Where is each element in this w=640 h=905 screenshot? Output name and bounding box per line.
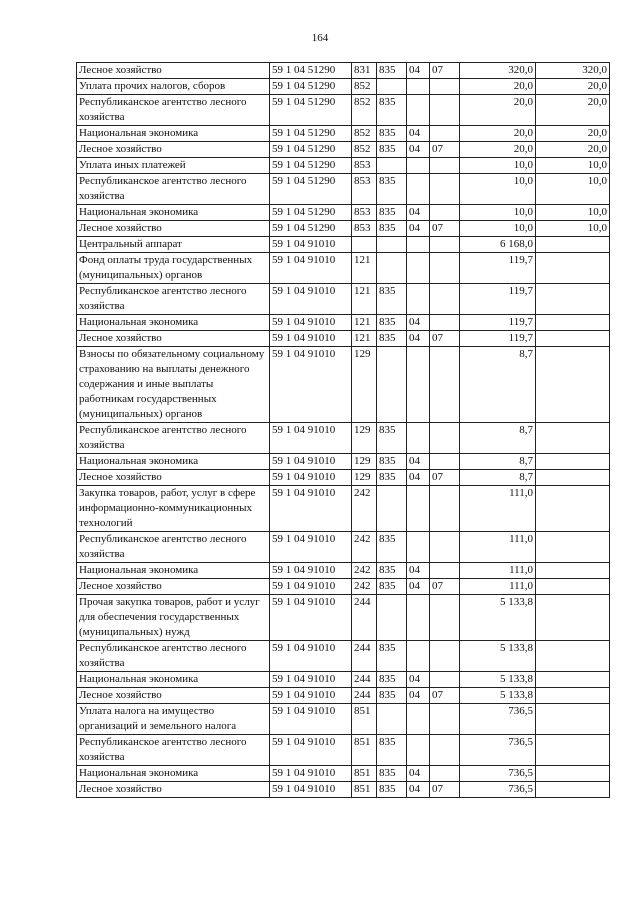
table-row	[77, 579, 610, 595]
cell-section: 04	[407, 579, 430, 595]
cell-expense-type	[352, 237, 377, 253]
cell-amount-1: 20,0	[460, 142, 536, 158]
cell-amount-1: 20,0	[460, 126, 536, 142]
table-row	[77, 470, 610, 486]
cell-ministry-code	[377, 237, 407, 253]
cell-ministry-code: 835	[377, 423, 407, 454]
cell-name: Республиканское агентство лесного хозяйства	[77, 641, 270, 672]
cell-section	[407, 347, 430, 423]
table-row	[77, 174, 610, 205]
cell-subsection	[430, 454, 460, 470]
cell-target-code: 59 1 04 91010	[270, 579, 352, 595]
cell-section: 04	[407, 126, 430, 142]
cell-section	[407, 237, 430, 253]
cell-subsection	[430, 486, 460, 532]
cell-amount-2	[536, 766, 610, 782]
cell-name: Национальная экономика	[77, 454, 270, 470]
table-row	[77, 126, 610, 142]
cell-name: Национальная экономика	[77, 126, 270, 142]
cell-amount-2	[536, 331, 610, 347]
cell-ministry-code: 835	[377, 174, 407, 205]
cell-amount-1: 8,7	[460, 470, 536, 486]
cell-amount-1: 10,0	[460, 221, 536, 237]
cell-ministry-code: 835	[377, 454, 407, 470]
cell-amount-2: 20,0	[536, 126, 610, 142]
cell-name: Республиканское агентство лесного хозяйства	[77, 95, 270, 126]
cell-amount-1: 320,0	[460, 63, 536, 79]
cell-amount-1: 736,5	[460, 766, 536, 782]
cell-expense-type: 242	[352, 532, 377, 563]
cell-expense-type: 121	[352, 315, 377, 331]
cell-amount-2	[536, 237, 610, 253]
table-row	[77, 237, 610, 253]
cell-section: 04	[407, 331, 430, 347]
cell-subsection: 07	[430, 142, 460, 158]
cell-amount-1: 8,7	[460, 347, 536, 423]
cell-name: Национальная экономика	[77, 205, 270, 221]
cell-target-code: 59 1 04 91010	[270, 766, 352, 782]
cell-amount-2: 10,0	[536, 221, 610, 237]
table-row	[77, 486, 610, 532]
table-row	[77, 284, 610, 315]
table-row	[77, 454, 610, 470]
cell-expense-type: 831	[352, 63, 377, 79]
cell-ministry-code: 835	[377, 563, 407, 579]
cell-amount-1: 10,0	[460, 174, 536, 205]
table-row	[77, 95, 610, 126]
cell-section	[407, 704, 430, 735]
cell-amount-2	[536, 486, 610, 532]
cell-expense-type: 242	[352, 579, 377, 595]
cell-target-code: 59 1 04 91010	[270, 347, 352, 423]
cell-expense-type: 852	[352, 79, 377, 95]
cell-ministry-code: 835	[377, 331, 407, 347]
cell-amount-2	[536, 315, 610, 331]
cell-amount-2: 20,0	[536, 142, 610, 158]
cell-target-code: 59 1 04 91010	[270, 237, 352, 253]
cell-ministry-code: 835	[377, 63, 407, 79]
cell-section: 04	[407, 315, 430, 331]
cell-amount-2	[536, 454, 610, 470]
cell-section: 04	[407, 63, 430, 79]
cell-name: Национальная экономика	[77, 563, 270, 579]
table-row	[77, 595, 610, 641]
cell-amount-1: 10,0	[460, 158, 536, 174]
cell-section	[407, 595, 430, 641]
cell-subsection	[430, 284, 460, 315]
cell-amount-2	[536, 253, 610, 284]
table-row	[77, 253, 610, 284]
cell-target-code: 59 1 04 91010	[270, 688, 352, 704]
cell-amount-2	[536, 735, 610, 766]
cell-section	[407, 158, 430, 174]
cell-name: Лесное хозяйство	[77, 782, 270, 798]
cell-target-code: 59 1 04 91010	[270, 672, 352, 688]
cell-name: Фонд оплаты труда государственных (муниципальных) органов	[77, 253, 270, 284]
cell-target-code: 59 1 04 51290	[270, 126, 352, 142]
cell-ministry-code: 835	[377, 315, 407, 331]
table-row	[77, 563, 610, 579]
cell-target-code: 59 1 04 51290	[270, 63, 352, 79]
cell-section	[407, 284, 430, 315]
table-row	[77, 315, 610, 331]
cell-name: Лесное хозяйство	[77, 470, 270, 486]
cell-section: 04	[407, 766, 430, 782]
cell-ministry-code: 835	[377, 284, 407, 315]
cell-ministry-code	[377, 253, 407, 284]
cell-amount-1: 8,7	[460, 423, 536, 454]
cell-expense-type: 852	[352, 142, 377, 158]
cell-section: 04	[407, 221, 430, 237]
cell-name: Национальная экономика	[77, 315, 270, 331]
cell-amount-1: 119,7	[460, 331, 536, 347]
cell-ministry-code: 835	[377, 205, 407, 221]
cell-amount-1: 20,0	[460, 95, 536, 126]
cell-subsection	[430, 347, 460, 423]
cell-ministry-code	[377, 347, 407, 423]
cell-subsection	[430, 595, 460, 641]
cell-amount-2	[536, 470, 610, 486]
cell-section	[407, 79, 430, 95]
cell-section: 04	[407, 563, 430, 579]
cell-target-code: 59 1 04 91010	[270, 735, 352, 766]
cell-ministry-code: 835	[377, 126, 407, 142]
cell-target-code: 59 1 04 51290	[270, 158, 352, 174]
cell-section	[407, 253, 430, 284]
cell-expense-type: 129	[352, 470, 377, 486]
cell-ministry-code: 835	[377, 688, 407, 704]
cell-name: Республиканское агентство лесного хозяйства	[77, 174, 270, 205]
cell-target-code: 59 1 04 51290	[270, 174, 352, 205]
cell-ministry-code	[377, 704, 407, 735]
cell-target-code: 59 1 04 51290	[270, 95, 352, 126]
cell-expense-type: 129	[352, 454, 377, 470]
table-row	[77, 672, 610, 688]
page-number: 164	[311, 32, 329, 44]
cell-subsection: 07	[430, 688, 460, 704]
cell-amount-1: 5 133,8	[460, 595, 536, 641]
cell-amount-1: 119,7	[460, 253, 536, 284]
cell-expense-type: 129	[352, 347, 377, 423]
cell-name: Лесное хозяйство	[77, 63, 270, 79]
table-row	[77, 532, 610, 563]
cell-section: 04	[407, 782, 430, 798]
table-row	[77, 331, 610, 347]
table-row	[77, 704, 610, 735]
cell-subsection	[430, 237, 460, 253]
cell-target-code: 59 1 04 91010	[270, 532, 352, 563]
cell-subsection	[430, 205, 460, 221]
cell-expense-type: 242	[352, 486, 377, 532]
cell-expense-type: 853	[352, 205, 377, 221]
cell-amount-2: 10,0	[536, 205, 610, 221]
cell-amount-1: 5 133,8	[460, 641, 536, 672]
cell-section: 04	[407, 142, 430, 158]
cell-name: Прочая закупка товаров, работ и услуг для обеспечения государственных (муниципальных) нужд	[77, 595, 270, 641]
cell-subsection	[430, 158, 460, 174]
cell-subsection: 07	[430, 331, 460, 347]
cell-subsection: 07	[430, 63, 460, 79]
table-row	[77, 688, 610, 704]
cell-target-code: 59 1 04 91010	[270, 454, 352, 470]
cell-name: Закупка товаров, работ, услуг в сфере информационно-коммуникационных технологий	[77, 486, 270, 532]
cell-amount-2	[536, 423, 610, 454]
cell-section: 04	[407, 205, 430, 221]
cell-subsection	[430, 315, 460, 331]
cell-amount-1: 736,5	[460, 782, 536, 798]
cell-amount-2: 10,0	[536, 158, 610, 174]
cell-subsection	[430, 704, 460, 735]
cell-subsection: 07	[430, 221, 460, 237]
cell-expense-type: 853	[352, 221, 377, 237]
cell-expense-type: 853	[352, 174, 377, 205]
cell-subsection	[430, 563, 460, 579]
cell-subsection	[430, 641, 460, 672]
cell-target-code: 59 1 04 51290	[270, 221, 352, 237]
cell-section	[407, 486, 430, 532]
budget-table	[76, 62, 610, 798]
cell-ministry-code: 835	[377, 142, 407, 158]
cell-ministry-code: 835	[377, 782, 407, 798]
cell-section: 04	[407, 454, 430, 470]
cell-amount-2	[536, 532, 610, 563]
table-row	[77, 782, 610, 798]
cell-amount-2: 10,0	[536, 174, 610, 205]
cell-amount-2	[536, 704, 610, 735]
cell-amount-1: 111,0	[460, 486, 536, 532]
cell-section	[407, 532, 430, 563]
cell-ministry-code: 835	[377, 641, 407, 672]
cell-amount-2	[536, 782, 610, 798]
cell-name: Национальная экономика	[77, 672, 270, 688]
cell-amount-1: 8,7	[460, 454, 536, 470]
cell-target-code: 59 1 04 91010	[270, 284, 352, 315]
cell-subsection: 07	[430, 470, 460, 486]
cell-amount-1: 10,0	[460, 205, 536, 221]
cell-name: Республиканское агентство лесного хозяйства	[77, 735, 270, 766]
table-row	[77, 766, 610, 782]
cell-name: Республиканское агентство лесного хозяйства	[77, 423, 270, 454]
cell-expense-type: 242	[352, 563, 377, 579]
table-row	[77, 158, 610, 174]
table-row	[77, 735, 610, 766]
cell-ministry-code	[377, 79, 407, 95]
cell-amount-1: 111,0	[460, 532, 536, 563]
table-row	[77, 423, 610, 454]
cell-amount-2	[536, 284, 610, 315]
cell-ministry-code: 835	[377, 470, 407, 486]
cell-ministry-code: 835	[377, 95, 407, 126]
cell-ministry-code: 835	[377, 766, 407, 782]
cell-ministry-code: 835	[377, 735, 407, 766]
cell-subsection	[430, 766, 460, 782]
cell-amount-1: 111,0	[460, 579, 536, 595]
cell-subsection	[430, 532, 460, 563]
cell-target-code: 59 1 04 91010	[270, 641, 352, 672]
cell-name: Лесное хозяйство	[77, 142, 270, 158]
cell-target-code: 59 1 04 91010	[270, 253, 352, 284]
cell-expense-type: 121	[352, 284, 377, 315]
cell-name: Лесное хозяйство	[77, 579, 270, 595]
cell-subsection	[430, 95, 460, 126]
cell-amount-1: 6 168,0	[460, 237, 536, 253]
cell-ministry-code: 835	[377, 672, 407, 688]
cell-target-code: 59 1 04 91010	[270, 595, 352, 641]
cell-name: Лесное хозяйство	[77, 688, 270, 704]
cell-expense-type: 121	[352, 331, 377, 347]
cell-target-code: 59 1 04 91010	[270, 423, 352, 454]
cell-name: Уплата прочих налогов, сборов	[77, 79, 270, 95]
cell-amount-1: 111,0	[460, 563, 536, 579]
cell-target-code: 59 1 04 91010	[270, 315, 352, 331]
cell-expense-type: 851	[352, 735, 377, 766]
cell-expense-type: 129	[352, 423, 377, 454]
cell-subsection	[430, 672, 460, 688]
cell-amount-1: 119,7	[460, 284, 536, 315]
cell-name: Республиканское агентство лесного хозяйства	[77, 532, 270, 563]
table-row	[77, 221, 610, 237]
cell-amount-1: 5 133,8	[460, 688, 536, 704]
cell-name: Уплата иных платежей	[77, 158, 270, 174]
cell-section	[407, 735, 430, 766]
cell-amount-2	[536, 563, 610, 579]
cell-name: Лесное хозяйство	[77, 331, 270, 347]
cell-expense-type: 852	[352, 95, 377, 126]
cell-amount-2	[536, 347, 610, 423]
cell-expense-type: 853	[352, 158, 377, 174]
cell-section	[407, 641, 430, 672]
cell-target-code: 59 1 04 51290	[270, 142, 352, 158]
cell-subsection: 07	[430, 579, 460, 595]
cell-ministry-code: 835	[377, 579, 407, 595]
table-row	[77, 142, 610, 158]
cell-subsection	[430, 735, 460, 766]
cell-amount-1: 119,7	[460, 315, 536, 331]
cell-section: 04	[407, 688, 430, 704]
cell-expense-type: 852	[352, 126, 377, 142]
cell-ministry-code: 835	[377, 221, 407, 237]
cell-section	[407, 174, 430, 205]
cell-ministry-code: 835	[377, 532, 407, 563]
cell-amount-2	[536, 579, 610, 595]
cell-expense-type: 851	[352, 704, 377, 735]
cell-subsection	[430, 174, 460, 205]
table-body	[77, 63, 610, 798]
cell-expense-type: 851	[352, 782, 377, 798]
cell-name: Национальная экономика	[77, 766, 270, 782]
cell-target-code: 59 1 04 51290	[270, 79, 352, 95]
cell-name: Республиканское агентство лесного хозяйства	[77, 284, 270, 315]
cell-amount-1: 736,5	[460, 735, 536, 766]
cell-amount-2	[536, 595, 610, 641]
table-row	[77, 641, 610, 672]
cell-amount-1: 5 133,8	[460, 672, 536, 688]
cell-expense-type: 244	[352, 595, 377, 641]
cell-name: Лесное хозяйство	[77, 221, 270, 237]
cell-name: Центральный аппарат	[77, 237, 270, 253]
table-row	[77, 205, 610, 221]
cell-amount-2: 20,0	[536, 79, 610, 95]
table-row	[77, 63, 610, 79]
cell-subsection	[430, 253, 460, 284]
cell-expense-type: 244	[352, 688, 377, 704]
cell-target-code: 59 1 04 91010	[270, 331, 352, 347]
cell-section	[407, 423, 430, 454]
cell-expense-type: 121	[352, 253, 377, 284]
cell-subsection: 07	[430, 782, 460, 798]
cell-section: 04	[407, 672, 430, 688]
table-row	[77, 79, 610, 95]
cell-expense-type: 244	[352, 672, 377, 688]
cell-section: 04	[407, 470, 430, 486]
cell-target-code: 59 1 04 51290	[270, 205, 352, 221]
cell-amount-1: 20,0	[460, 79, 536, 95]
cell-target-code: 59 1 04 91010	[270, 704, 352, 735]
cell-target-code: 59 1 04 91010	[270, 563, 352, 579]
cell-target-code: 59 1 04 91010	[270, 470, 352, 486]
cell-amount-2: 20,0	[536, 95, 610, 126]
cell-expense-type: 244	[352, 641, 377, 672]
table-row	[77, 347, 610, 423]
cell-subsection	[430, 423, 460, 454]
cell-amount-2: 320,0	[536, 63, 610, 79]
cell-target-code: 59 1 04 91010	[270, 486, 352, 532]
cell-name: Уплата налога на имущество организаций и земельного налога	[77, 704, 270, 735]
cell-ministry-code	[377, 486, 407, 532]
cell-ministry-code	[377, 158, 407, 174]
cell-amount-2	[536, 688, 610, 704]
cell-amount-2	[536, 672, 610, 688]
cell-amount-1: 736,5	[460, 704, 536, 735]
cell-subsection	[430, 79, 460, 95]
cell-expense-type: 851	[352, 766, 377, 782]
cell-ministry-code	[377, 595, 407, 641]
cell-subsection	[430, 126, 460, 142]
cell-name: Взносы по обязательному социальному страхованию на выплаты денежного содержания и иные выплаты работникам государственных (муниципальных) органов	[77, 347, 270, 423]
cell-amount-2	[536, 641, 610, 672]
cell-target-code: 59 1 04 91010	[270, 782, 352, 798]
cell-section	[407, 95, 430, 126]
